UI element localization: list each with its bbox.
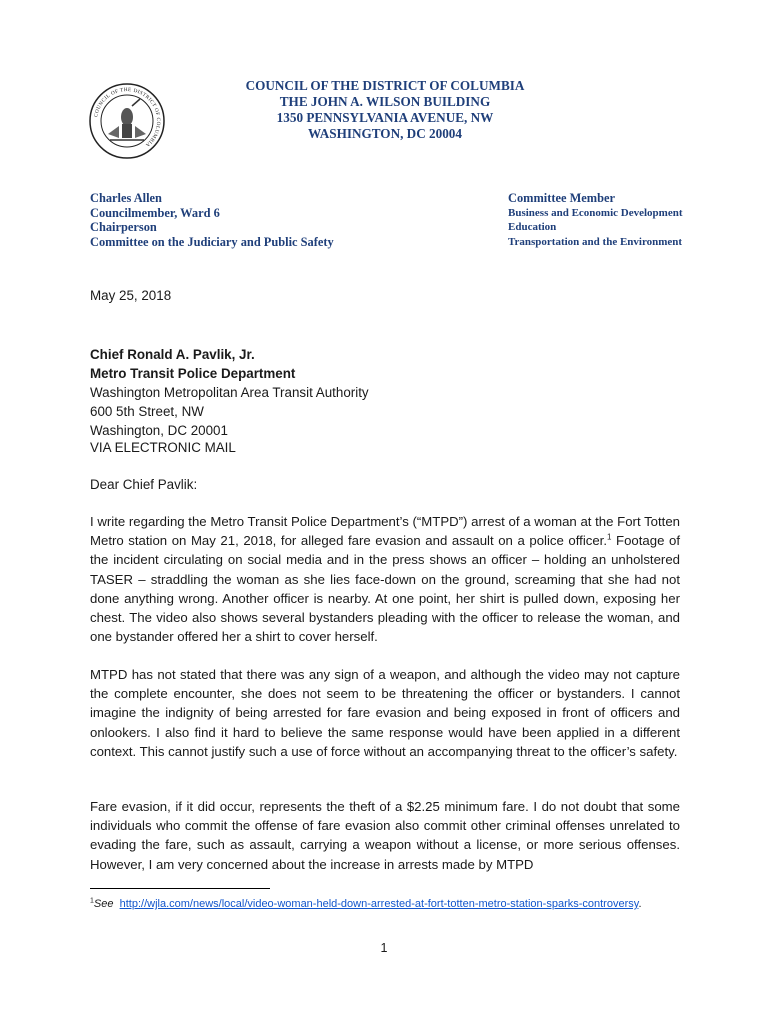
addressee-department: Metro Transit Police Department xyxy=(90,366,296,381)
footnote-separator xyxy=(90,888,270,889)
addressee-street: 600 5th Street, NW xyxy=(90,404,204,419)
addressee-agency: Washington Metropolitan Area Transit Authority xyxy=(90,385,369,400)
addressee-city: Washington, DC 20001 xyxy=(90,423,228,438)
committee-item: Education xyxy=(508,221,557,234)
delivery-method: VIA ELECTRONIC MAIL xyxy=(90,440,236,455)
council-seal-logo xyxy=(88,82,166,160)
paragraph-2: MTPD has not stated that there was any sign of a weapon, and although the video may not capture the complete encounter, she does not seem to be threatening the officer or bystanders. I cannot imagine the indignity of being arrested for fare evasion and being exposed in front of officers and onlookers. I also find it hard to believe the same response would have been applied in a different context. This cannot justify such a use of force without an accompanying threat to the officer’s safety. xyxy=(90,667,680,759)
page-number: 1 xyxy=(380,941,388,955)
committee-member-block xyxy=(508,191,683,249)
paragraph-1 xyxy=(90,512,680,646)
committee-item: Transportation and the Environment xyxy=(508,235,683,248)
footnote-link[interactable]: http://wjla.com/news/local/video-woman-held-down-arrested-at-fort-totten-metro-station-sparks-controversy xyxy=(119,898,639,910)
sender-block xyxy=(90,191,334,249)
letter-date: May 25, 2018 xyxy=(90,288,172,303)
addressee-block xyxy=(90,345,680,440)
sender-role: Chairperson xyxy=(90,220,157,235)
footnote-suffix: . xyxy=(638,898,642,910)
letterhead xyxy=(190,78,580,142)
committee-member-heading: Committee Member xyxy=(508,191,615,205)
footnote-see: See xyxy=(93,898,114,910)
sender-committee: Committee on the Judiciary and Public Safety xyxy=(90,234,334,249)
paragraph-1-text-b: Footage of the incident circulating on social media and in the press shows an officer – holding an unholstered TASER – straddling the woman as she lies face-down on the ground, screaming that she had not done anything wrong. Another officer is nearby. At one point, her shirt is pulled down, exposing her chest. The video also shows several bystanders pleading with the officer to release the woman, and one bystander offered her a shirt to cover herself. xyxy=(90,533,680,645)
letterhead-city: WASHINGTON, DC 20004 xyxy=(308,126,462,141)
salutation: Dear Chief Pavlik: xyxy=(90,477,198,492)
footnote-reference: 1 xyxy=(607,532,612,542)
svg-text:COUNCIL OF THE DISTRICT OF COL: COUNCIL OF THE DISTRICT OF COLUMBIA xyxy=(93,86,162,148)
paragraph-3: Fare evasion, if it did occur, represents the theft of a $2.25 minimum fare. I do not doubt that some individuals who commit the offense of fare evasion also commit other criminal offenses unrelated to evading the fare, such as assault, carrying a weapon without a license, or more serious offenses. However, I am very concerned about the increase in arrests made by MTPD xyxy=(90,799,680,872)
letterhead-building: THE JOHN A. WILSON BUILDING xyxy=(279,94,491,109)
paragraph-1-text-a: I write regarding the Metro Transit Police Department’s (“MTPD”) arrest of a woman at the Fort Totten Metro station on May 21, 2018, for alleged fare evasion and assault on a police officer. xyxy=(90,514,680,549)
addressee-name: Chief Ronald A. Pavlik, Jr. xyxy=(90,347,255,362)
sender-title: Councilmember, Ward 6 xyxy=(90,205,220,220)
footnote xyxy=(90,896,650,912)
sender-name: Charles Allen xyxy=(90,191,162,205)
letterhead-street: 1350 PENNSYLVANIA AVENUE, NW xyxy=(276,110,494,125)
footnote-mark: 1 xyxy=(90,897,94,905)
committee-item: Business and Economic Development xyxy=(508,206,683,219)
letterhead-council: COUNCIL OF THE DISTRICT OF COLUMBIA xyxy=(245,78,525,93)
